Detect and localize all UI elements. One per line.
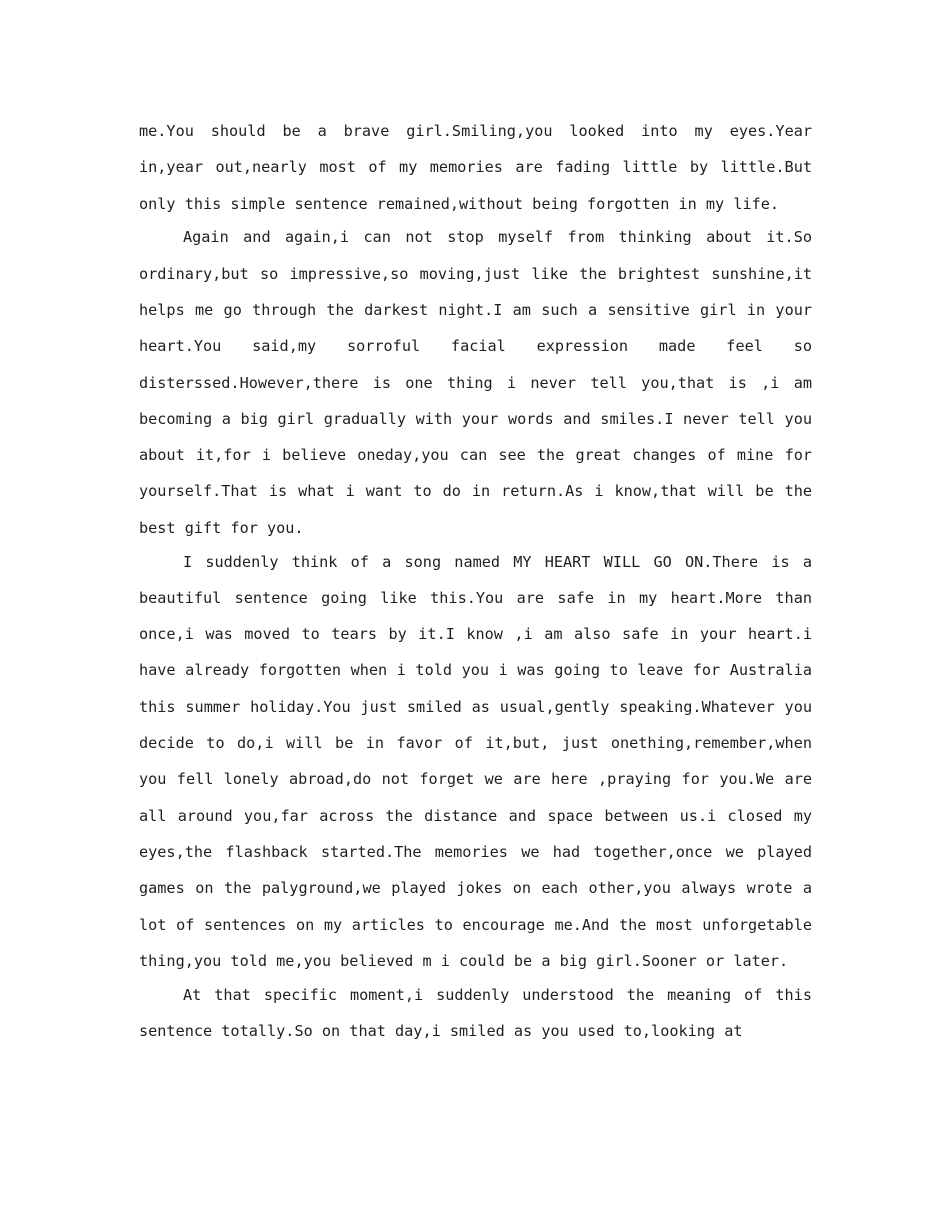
paragraph-2: Again and again,i can not stop myself from thinking about it.So ordinary,but so impressive,so moving,just like the brightest sunshine,it helps me go through the darkest night.I am such a sensitive girl in your heart.You said,my sorroful facial expression made feel so disterssed.However,there is one thing i never tell you,that is ,i am becoming a big girl gradually with your words and smiles.I never tell you about it,for i believe oneday,you can see the great changes of mine for yourself.That is what i want to do in return.As i know,that will be the best gift for you. — [139, 228, 812, 537]
body-text — [139, 113, 812, 1047]
paragraph-4: At that specific moment,i suddenly understood the meaning of this sentence totally.So on that day,i smiled as you used to,looking at — [139, 985, 812, 1040]
paragraph-1: me.You should be a brave girl.Smiling,you looked into my eyes.Year in,year out,nearly most of my memories are fading little by little.But only this simple sentence remained,without being forgotten in my life. — [139, 122, 812, 213]
paragraph-3: I suddenly think of a song named MY HEART WILL GO ON.There is a beautiful sentence going like this.You are safe in my heart.More than once,i was moved to tears by it.I know ,i am also safe in your heart.i have already forgotten when i told you i was going to leave for Australia this summer holiday.You just smiled as usual,gently speaking.Whatever you decide to do,i will be in favor of it,but, just onething,remember,when you fell lonely abroad,do not forget we are here ,praying for you.We are all around you,far across the distance and space between us.i closed my eyes,the flashback started.The memories we had together,once we played games on the palyground,we played jokes on each other,you always wrote a lot of sentences on my articles to encourage me.And the most unforgetable thing,you told me,you believed m i could be a big girl.Sooner or later. — [139, 552, 812, 970]
